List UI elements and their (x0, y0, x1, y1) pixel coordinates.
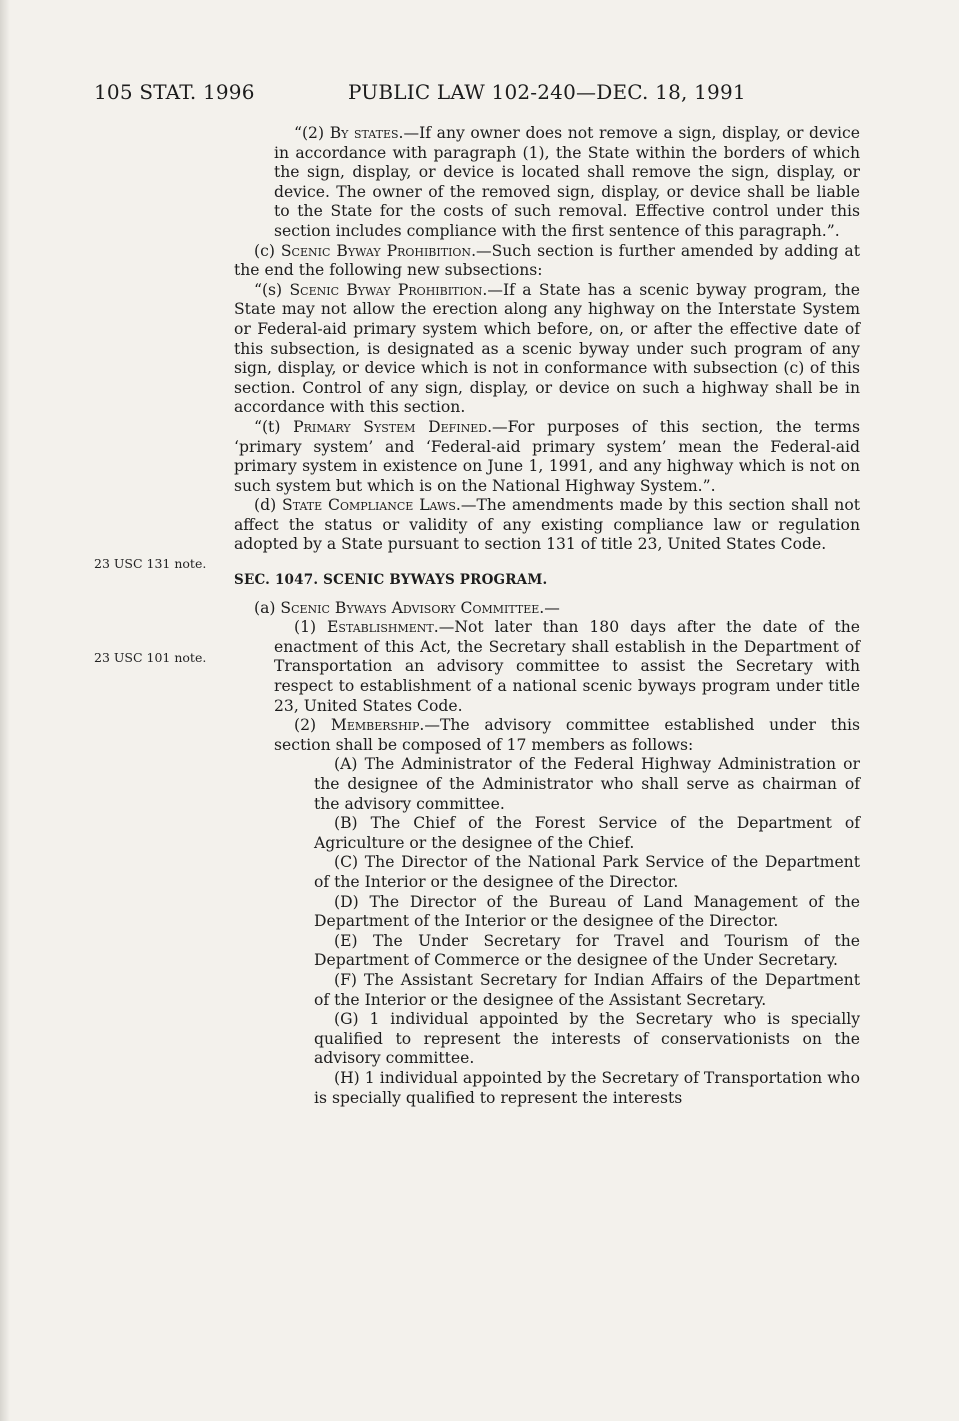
section-1047-heading: SEC. 1047. SCENIC BYWAYS PROGRAM. (234, 572, 548, 589)
paragraph-text: .—If any owner does not remove a sign, display, or device in accordance with paragraph (1), the State within the borders of which the sign, display, or device is located shall remove the sign, display, or device. The owner of the removed sign, display, or device shall be liable to the State for the costs of such removal. Effective control under this section includes compliance with the first sentence of this paragraph.”. (274, 124, 860, 240)
member-e: (E) The Under Secretary for Travel and Tourism of the Department of Commerce or the designee of the Under Secretary. (314, 931, 860, 970)
paragraph-enumerator: “(s) (254, 280, 290, 299)
paragraph-enumerator: “(2) (294, 124, 330, 142)
paragraph-text: .—The amendments made by this section shall not affect the status or validity of any existing compliance law or regulation adopted by a State pursuant to section 131 of title 23, United States Code. (234, 496, 861, 554)
paragraph-1-establishment (234, 618, 860, 716)
paragraph-text: .—The advisory committee established under this section shall be composed of 17 members as follows: (274, 716, 860, 754)
margin-note-23-usc-131: 23 USC 131 note. (94, 556, 207, 571)
subsection-a-advisory-committee (234, 599, 860, 619)
page-header (94, 80, 874, 110)
paragraph-heading: By states (329, 124, 399, 142)
paragraph-text: .—For purposes of this section, the terms ‘primary system’ and ‘Federal-aid primary system’ mean the Federal-aid primary system in existence on June 1, 1991, and any highway which is not on such system but which is on the National Highway System.”. (234, 417, 860, 495)
paragraph-enumerator: (d) (254, 496, 283, 515)
paragraph-text: .— (539, 598, 560, 617)
subsection-d-state-compliance-laws (234, 496, 860, 555)
paragraph-heading: State Compliance Laws (282, 496, 456, 515)
member-a: (A) The Administrator of the Federal Highway Administration or the designee of the Administrator who shall serve as chairman of the advisory committee. (314, 755, 860, 813)
paragraph-heading: Primary System Defined (293, 417, 488, 436)
member-d: (D) The Director of the Bureau of Land Management of the Department of the Interior or the designee of the Director. (314, 892, 860, 931)
paragraph-heading: Membership (330, 716, 420, 735)
paragraph-2-by-states (234, 124, 860, 242)
paragraph-enumerator: (a) (254, 598, 281, 617)
paragraph-enumerator: (c) (254, 241, 281, 260)
paragraph-text: .—If a State has a scenic byway program, the State may not allow the erection along any highway on the Interstate System or Federal-aid primary system which before, on, or after the effective date of this subsection, is designated as a scenic byway under such program of any sign, display, or device which is not in conformance with subsection (c) of this section. Control of any sign, display, or device on such a highway shall be in accordance with this section. (234, 280, 860, 417)
member-b: (B) The Chief of the Forest Service of the Department of Agriculture or the designee of the Chief. (314, 814, 860, 852)
page-edge-shadow (0, 0, 10, 1421)
public-law-citation: PUBLIC LAW 102-240—DEC. 18, 1991 (348, 80, 746, 104)
paragraph-heading: Scenic Byway Prohibition (289, 280, 483, 299)
paragraph-text: .—Such section is further amended by adding at the end the following new subsections: (234, 241, 860, 280)
paragraph-enumerator: (2) (294, 716, 331, 735)
member-f: (F) The Assistant Secretary for Indian Affairs of the Department of the Interior or the designee of the Assistant Secretary. (314, 970, 860, 1009)
document-body (234, 124, 860, 1108)
paragraph-enumerator: “(t) (254, 417, 294, 436)
margin-note-23-usc-101: 23 USC 101 note. (94, 650, 207, 665)
paragraph-heading: Scenic Byways Advisory Committee (280, 598, 540, 617)
paragraph-text: .—Not later than 180 days after the date of the enactment of this Act, the Secretary shall establish in the Department of Transportation an advisory committee to assist the Secretary with respect to establishment of a national scenic byways program under title 23, United States Code. (274, 618, 860, 715)
stat-page-number: 105 STAT. 1996 (94, 80, 255, 104)
paragraph-heading: Scenic Byway Prohibition (280, 241, 472, 260)
paragraph-heading: Establishment (327, 618, 434, 637)
paragraph-enumerator: (1) (294, 618, 328, 637)
member-g: (G) 1 individual appointed by the Secretary who is specially qualified to represent the interests of conservationists on the advisory committee. (314, 1010, 860, 1068)
subsection-c-scenic-byway-prohibition (234, 242, 860, 281)
subsection-s-scenic-byway-prohibition (234, 281, 860, 418)
member-c: (C) The Director of the National Park Service of the Department of the Interior or the designee of the Director. (314, 853, 860, 891)
member-h: (H) 1 individual appointed by the Secretary of Transportation who is specially qualified to represent the interests (314, 1068, 860, 1107)
paragraph-2-membership (234, 716, 860, 755)
subsection-t-primary-system-defined (234, 418, 860, 496)
